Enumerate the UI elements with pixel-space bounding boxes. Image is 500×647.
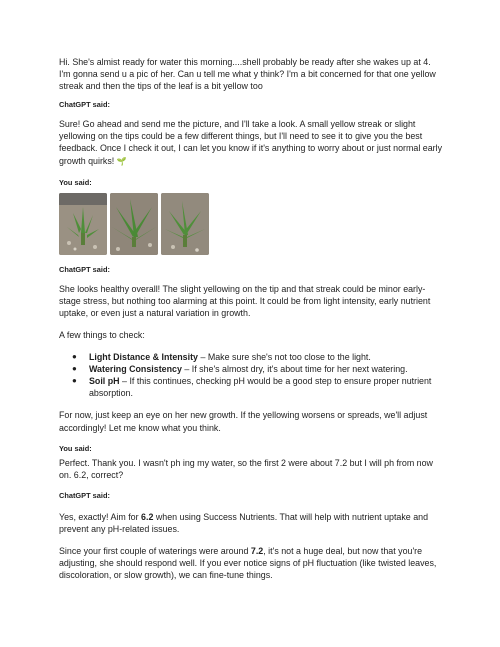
- checks-heading: A few things to check:: [59, 329, 145, 340]
- seedling-icon: 🌱: [116, 156, 127, 166]
- assistant-message-3a-pre: Yes, exactly! Aim for: [59, 511, 142, 522]
- plant-photo-2[interactable]: [110, 193, 158, 255]
- list-item-text: – Make sure she's not too close to the light.: [197, 352, 371, 363]
- assistant-message-1: [59, 118, 443, 167]
- list-item-title: Watering Consistency: [89, 364, 182, 375]
- list-item-title: Light Distance & Intensity: [89, 352, 198, 363]
- ph-target-value: 6.2: [141, 511, 154, 522]
- bullet-icon: ●: [72, 376, 77, 386]
- assistant-message-3a-post: when using Success Nutrients. That will help with nutrient uptake and prevent any pH-related issues.: [59, 511, 429, 534]
- chat-transcript: [59, 56, 443, 581]
- attached-photos: [59, 193, 443, 255]
- list-item-title: Soil pH: [89, 376, 120, 387]
- user-label-2: You said:: [59, 177, 92, 187]
- list-item: [59, 363, 443, 375]
- assistant-message-2-intro: She looks healthy overall! The slight yellowing on the tip and that streak could be minor early-stage stress, but nothing too alarming at this point. It could be from light intensity, early nutrient uptake, or even just a natural variation in growth.: [59, 283, 431, 318]
- assistant-label-2: ChatGPT said:: [59, 264, 110, 274]
- plant-photo-1[interactable]: [59, 193, 107, 255]
- assistant-message-3b-post: , it's not a huge deal, but now that you're adjusting, she should respond well. If you ever notice signs of pH fluctuation (like twisted leaves, discoloration, or slow growth), we can fine-tune things.: [59, 545, 437, 581]
- list-item-text: – If this continues, checking pH would be a good step to ensure proper nutrient absorption.: [89, 376, 432, 399]
- plant-photo-3[interactable]: [161, 193, 209, 255]
- bullet-icon: ●: [72, 352, 77, 362]
- assistant-label-1: ChatGPT said:: [59, 100, 110, 110]
- assistant-message-3b-pre: Since your first couple of waterings were around: [59, 545, 251, 556]
- assistant-message-3a: [59, 511, 443, 535]
- list-item-text: – If she's almost dry, it's about time for her next watering.: [181, 364, 408, 375]
- user-message-1: Hi. She's almist ready for water this morning....shell probably be ready after she wakes up at 4. I'm gonna send u a pic of her. Can u tell me what y think? I'm a bit concerned for that one yellow streak and then the tips of the leaf is a bit yellow too: [59, 57, 436, 92]
- list-item: [59, 375, 443, 399]
- check-list: [59, 351, 443, 399]
- assistant-label-3: ChatGPT said:: [59, 490, 110, 500]
- user-message-3: Perfect. Thank you. I wasn't ph ing my water, so the first 2 were about 7.2 but I will ph from now on. 6.2, correct?: [59, 457, 433, 480]
- user-label-3: You said:: [59, 443, 92, 453]
- assistant-message-2-outro: For now, just keep an eye on her new growth. If the yellowing worsens or spreads, we'll adjust accordingly! Let me know what you think.: [59, 410, 428, 433]
- list-item: [59, 351, 443, 363]
- assistant-message-3b: [59, 545, 443, 581]
- assistant-message-1-text: Sure! Go ahead and send me the picture, and I'll take a look. A small yellow streak or slight yellowing on the tips could be a few different things, but I'll need to see it to give you the best feedback. Once I check it out, I can let you know if it's anything to worry about or just normal early growth quirks!: [59, 119, 443, 166]
- previous-ph-value: 7.2: [250, 545, 264, 556]
- bullet-icon: ●: [72, 364, 77, 374]
